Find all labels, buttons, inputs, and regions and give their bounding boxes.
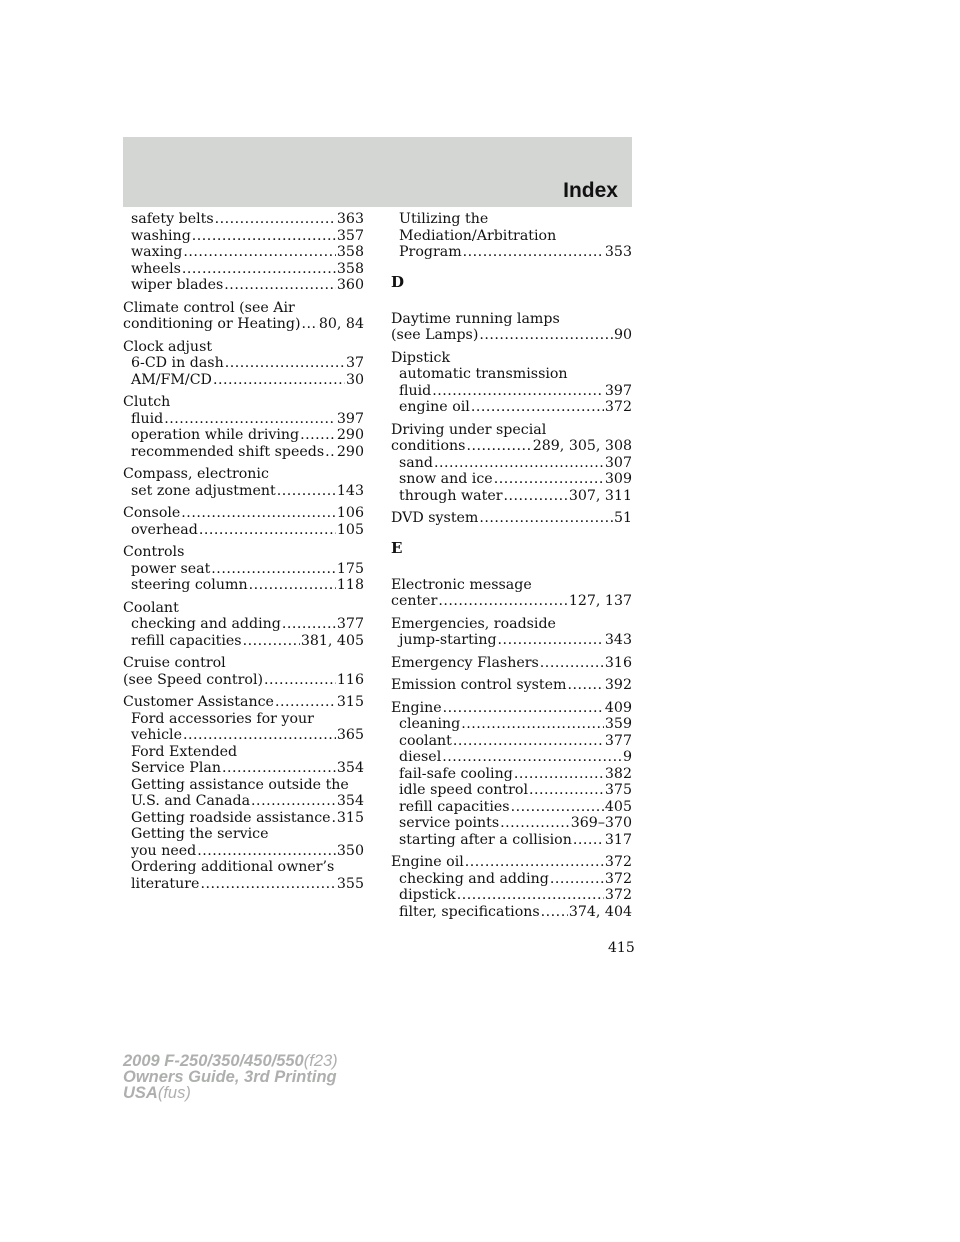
leader-dots	[277, 483, 336, 500]
entry-text: overhead	[131, 521, 198, 538]
entry-pages: 106	[336, 505, 364, 521]
index-entry	[123, 544, 364, 594]
index-line	[123, 577, 364, 594]
index-line	[123, 694, 364, 711]
leader-dots	[301, 316, 317, 333]
index-line	[123, 633, 364, 650]
entry-text: vehicle	[131, 727, 182, 743]
entry-pages: 372	[604, 854, 632, 870]
index-entry	[123, 505, 364, 538]
leader-dots	[567, 677, 603, 694]
leader-dots	[332, 810, 336, 827]
entry-text: steering column	[131, 577, 248, 593]
entry-pages: 360	[336, 277, 364, 293]
entry-pages: 355	[336, 875, 364, 892]
entry-heading: Clock adjust	[123, 338, 213, 355]
entry-pages: 307, 311	[568, 487, 632, 504]
entry-text: Program	[399, 244, 462, 260]
index-entry	[391, 350, 632, 416]
leader-dots	[471, 399, 604, 416]
index-line	[391, 327, 632, 344]
index-line	[391, 733, 632, 750]
entry-text: operation while driving	[131, 427, 300, 443]
index-line	[391, 593, 632, 610]
index-line	[391, 510, 632, 527]
index-line	[391, 782, 632, 799]
index-line	[391, 700, 632, 717]
index-entry	[391, 311, 632, 344]
entry-text: Service Plan	[131, 760, 221, 776]
entry-text: checking and adding	[399, 870, 549, 887]
entry-text: safety belts	[131, 211, 214, 227]
entry-text: power seat	[131, 560, 211, 577]
index-line	[123, 355, 364, 372]
index-line	[391, 399, 632, 416]
leader-dots	[211, 561, 336, 578]
footer-code: (f23)	[303, 1052, 338, 1070]
entry-text: DVD system	[391, 510, 479, 526]
footer-region-code: (fus)	[157, 1084, 191, 1102]
index-line	[123, 616, 364, 633]
leader-dots	[325, 444, 336, 461]
entry-pages: 315	[336, 809, 364, 826]
index-line	[123, 843, 364, 860]
entry-text: service points	[399, 815, 500, 831]
entry-text: starting after a collision	[399, 831, 572, 848]
entry-pages: 354	[336, 793, 364, 809]
leader-dots	[432, 383, 604, 400]
entry-pages: 290	[336, 427, 364, 443]
leader-dots	[438, 593, 567, 610]
entry-pages: 105	[336, 521, 364, 538]
index-line	[391, 632, 632, 649]
index-entry	[123, 600, 364, 650]
leader-dots	[199, 522, 336, 539]
leader-dots	[183, 727, 336, 744]
leader-dots	[514, 766, 604, 783]
entry-pages: 363	[336, 211, 364, 227]
entry-pages: 317	[604, 831, 632, 848]
index-line	[123, 810, 364, 827]
entry-pages: 358	[336, 244, 364, 260]
leader-dots	[479, 327, 613, 344]
entry-heading: Clutch	[123, 394, 171, 410]
index-entry	[391, 616, 632, 649]
entry-heading-line: Electronic message	[391, 576, 532, 593]
entry-text: Getting roadside assistance	[131, 809, 331, 826]
index-entry	[391, 677, 632, 694]
index-line	[123, 372, 364, 389]
index-entry	[123, 394, 364, 460]
index-line	[391, 471, 632, 488]
entry-text: wheels	[131, 260, 181, 277]
entry-text: waxing	[131, 244, 183, 260]
entry-text: Console	[123, 505, 181, 521]
leader-dots	[453, 733, 604, 750]
subentry-line: Utilizing the	[399, 211, 489, 227]
entry-pages: 405	[604, 798, 632, 815]
entry-text: Emergency Flashers	[391, 654, 539, 671]
footer	[123, 1053, 338, 1101]
index-letter-heading: D	[391, 272, 405, 291]
entry-heading: Compass, electronic	[123, 466, 269, 482]
entry-text: refill capacities	[399, 798, 510, 815]
entry-pages: 343	[604, 632, 632, 648]
leader-dots	[251, 793, 336, 810]
index-line	[391, 455, 632, 472]
entry-pages: 316	[604, 654, 632, 671]
index-line	[391, 244, 632, 261]
index-line	[123, 876, 364, 893]
index-entry	[123, 694, 364, 892]
leader-dots	[550, 871, 604, 888]
entry-pages: 381, 405	[300, 632, 364, 649]
entry-text: wiper blades	[131, 277, 224, 293]
index-line	[123, 793, 364, 810]
index-column-left	[123, 211, 364, 898]
entry-pages: 392	[604, 677, 632, 693]
index-line	[123, 483, 364, 500]
index-line	[391, 904, 632, 921]
index-line	[391, 815, 632, 832]
entry-pages: 9	[622, 749, 632, 765]
index-line	[391, 799, 632, 816]
entry-pages: 353	[604, 244, 632, 260]
footer-region: USA	[123, 1084, 158, 1102]
index-entry	[391, 655, 632, 672]
index-line	[391, 854, 632, 871]
index-line	[123, 672, 364, 689]
entry-pages: 289, 305, 308	[532, 438, 632, 454]
entry-pages: 372	[604, 887, 632, 903]
entry-pages: 409	[604, 699, 632, 716]
leader-dots	[249, 577, 336, 594]
entry-text: center	[391, 593, 438, 609]
index-line	[391, 438, 632, 455]
entry-pages: 375	[604, 782, 632, 798]
entry-pages: 127, 137	[568, 593, 632, 609]
leader-dots	[182, 261, 336, 278]
entry-text: Engine oil	[391, 854, 464, 870]
leader-dots	[500, 815, 570, 832]
leader-dots	[511, 799, 604, 816]
entry-text: snow and ice	[399, 471, 493, 487]
entry-pages: 369–370	[570, 815, 632, 831]
entry-text: dipstick	[399, 887, 456, 903]
leader-dots	[529, 782, 604, 799]
leader-dots	[541, 904, 568, 921]
entry-text: 6-CD in dash	[131, 355, 224, 371]
subentry-line: Getting the service	[131, 826, 269, 842]
leader-dots	[504, 488, 568, 505]
entry-text: jump-starting	[399, 632, 497, 648]
entry-text: AM/FM/CD	[131, 371, 212, 388]
leader-dots	[443, 700, 604, 717]
index-line	[123, 522, 364, 539]
subentry-line: Ordering additional owner’s	[131, 859, 335, 875]
entry-pages: 377	[604, 732, 632, 749]
leader-dots	[264, 672, 336, 689]
leader-dots	[498, 632, 604, 649]
entry-text: diesel	[399, 749, 442, 765]
entry-heading-line: Driving under special	[391, 421, 547, 438]
entry-pages: 359	[604, 716, 632, 732]
entry-heading: Dipstick	[391, 349, 451, 366]
entry-text: (see Lamps)	[391, 327, 479, 343]
leader-dots	[540, 655, 604, 672]
index-line	[391, 383, 632, 400]
entry-pages: 372	[604, 870, 632, 887]
index-entry	[123, 339, 364, 389]
entry-text: checking and adding	[131, 616, 281, 632]
entry-pages: 354	[336, 760, 364, 776]
entry-text: sand	[399, 454, 433, 471]
index-line	[123, 505, 364, 522]
leader-dots	[466, 438, 531, 455]
entry-text: through water	[399, 487, 503, 504]
index-entry	[391, 211, 632, 261]
leader-dots	[457, 887, 604, 904]
leader-dots	[222, 760, 336, 777]
entry-pages: 80, 84	[318, 316, 364, 332]
entry-text: washing	[131, 227, 191, 244]
index-line	[123, 727, 364, 744]
subentry-line: Ford accessories for your	[131, 710, 314, 727]
entry-text: engine oil	[399, 399, 470, 415]
leader-dots	[224, 277, 336, 294]
entry-pages: 315	[336, 694, 364, 710]
page-number: 415	[608, 940, 635, 956]
entry-text: U.S. and Canada	[131, 793, 251, 809]
entry-pages: 51	[613, 510, 632, 526]
index-letter-heading: E	[391, 538, 403, 557]
leader-dots	[164, 411, 336, 428]
index-column-right	[391, 211, 632, 926]
entry-pages: 397	[604, 382, 632, 399]
footer-printing: Owners Guide, 3rd Printing	[123, 1068, 337, 1086]
index-entry	[391, 854, 632, 920]
entry-text: Customer Assistance	[123, 694, 274, 710]
index-entry	[123, 655, 364, 688]
leader-dots	[573, 832, 604, 849]
index-entry	[123, 466, 364, 499]
index-line	[123, 316, 364, 333]
leader-dots	[181, 505, 336, 522]
index-line	[391, 716, 632, 733]
header-band	[123, 137, 632, 207]
index-line	[123, 427, 364, 444]
leader-dots	[225, 355, 345, 372]
entry-text: filter, specifications	[399, 903, 540, 920]
leader-dots	[200, 876, 335, 893]
index-line	[391, 887, 632, 904]
index-entry	[391, 700, 632, 849]
entry-pages: 382	[604, 765, 632, 782]
entry-text: coolant	[399, 732, 452, 749]
index-line	[123, 411, 364, 428]
index-line	[391, 488, 632, 505]
leader-dots	[463, 244, 604, 261]
index-line	[123, 261, 364, 278]
index-line	[391, 749, 632, 766]
leader-dots	[192, 228, 336, 245]
entry-pages: 377	[336, 616, 364, 632]
index-line	[123, 228, 364, 245]
leader-dots	[282, 616, 336, 633]
entry-text: you need	[131, 842, 197, 859]
subentry-line: Ford Extended	[131, 743, 238, 760]
leader-dots	[465, 854, 604, 871]
entry-pages: 309	[604, 471, 632, 487]
leader-dots	[300, 427, 336, 444]
entry-text: conditions	[391, 438, 466, 454]
entry-pages: 90	[613, 327, 632, 343]
footer-model: 2009 F-250/350/450/550	[123, 1052, 304, 1070]
entry-text: fail-safe cooling	[399, 765, 513, 782]
index-entry	[123, 300, 364, 333]
entry-text: set zone adjustment	[131, 482, 276, 499]
entry-pages: 116	[336, 671, 364, 688]
entry-pages: 30	[345, 371, 364, 388]
entry-text: refill capacities	[131, 632, 242, 649]
entry-text: Emission control system	[391, 677, 567, 693]
entry-pages: 118	[336, 577, 364, 593]
leader-dots	[213, 372, 345, 389]
leader-dots	[215, 211, 336, 228]
entry-text: fluid	[399, 382, 432, 399]
index-line	[391, 832, 632, 849]
leader-dots	[461, 716, 604, 733]
entry-heading-line: Climate control (see Air	[123, 299, 295, 316]
entry-pages: 290	[336, 443, 364, 460]
entry-text: literature	[131, 875, 200, 892]
entry-pages: 143	[336, 482, 364, 499]
index-line	[123, 444, 364, 461]
index-entry	[391, 577, 632, 610]
index-entry	[123, 211, 364, 294]
entry-heading: Emergencies, roadside	[391, 615, 556, 632]
entry-heading: Controls	[123, 544, 185, 560]
entry-pages: 307	[604, 454, 632, 471]
entry-text: (see Speed control)	[123, 671, 264, 688]
index-line	[123, 277, 364, 294]
entry-pages: 374, 404	[568, 903, 632, 920]
index-entry	[391, 422, 632, 505]
entry-pages: 357	[336, 227, 364, 244]
entry-heading-line: Daytime running lamps	[391, 310, 560, 327]
entry-text: recommended shift speeds	[131, 443, 325, 460]
entry-text: idle speed control	[399, 782, 528, 798]
entry-text: conditioning or Heating)	[123, 316, 301, 332]
entry-heading-line: Cruise control	[123, 655, 226, 671]
entry-heading: Coolant	[123, 599, 179, 616]
leader-dots	[183, 244, 336, 261]
entry-text: fluid	[131, 410, 164, 427]
index-line	[123, 561, 364, 578]
entry-pages: 372	[604, 399, 632, 415]
subentry-line: Mediation/Arbitration	[399, 227, 557, 244]
index-line	[123, 760, 364, 777]
leader-dots	[275, 694, 336, 711]
entry-pages: 175	[336, 560, 364, 577]
entry-text: cleaning	[399, 716, 461, 732]
leader-dots	[494, 471, 604, 488]
index-line	[123, 211, 364, 228]
index-line	[123, 244, 364, 261]
entry-pages: 350	[336, 842, 364, 859]
index-entry	[391, 510, 632, 527]
entry-pages: 37	[345, 355, 364, 371]
entry-pages: 365	[336, 727, 364, 743]
subentry-line: automatic transmission	[399, 366, 568, 382]
entry-pages: 397	[336, 410, 364, 427]
section-title: Index	[563, 179, 618, 202]
index-line	[391, 655, 632, 672]
index-line	[391, 871, 632, 888]
index-line	[391, 677, 632, 694]
leader-dots	[434, 455, 604, 472]
leader-dots	[442, 749, 622, 766]
leader-dots	[479, 510, 613, 527]
leader-dots	[197, 843, 336, 860]
leader-dots	[243, 633, 300, 650]
subentry-line: Getting assistance outside the	[131, 776, 349, 793]
entry-text: Engine	[391, 699, 442, 716]
entry-pages: 358	[336, 260, 364, 277]
index-line	[391, 766, 632, 783]
